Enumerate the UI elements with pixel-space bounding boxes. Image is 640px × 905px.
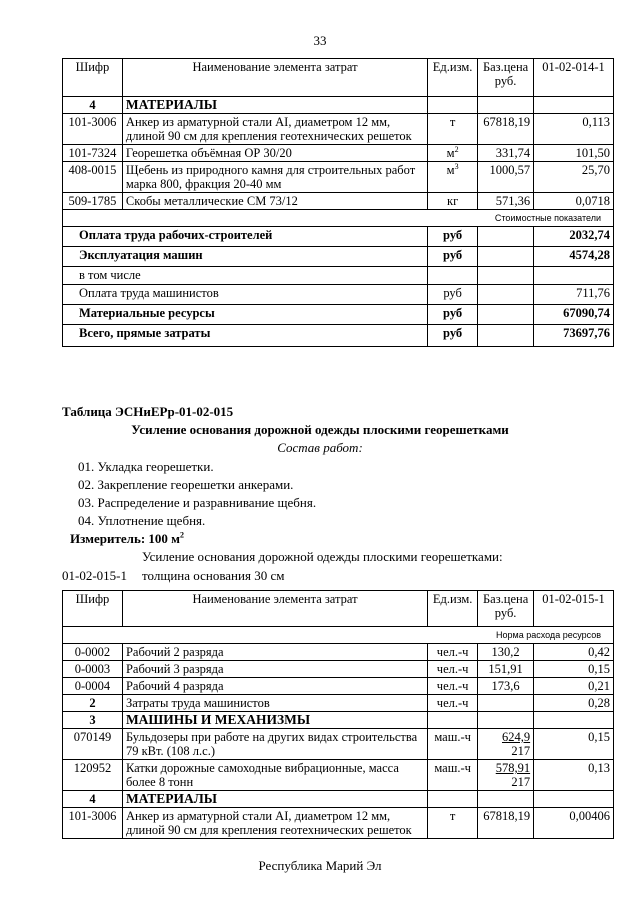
meter-label: Измеритель: 100 $м^2$ [70,530,185,546]
table-row: 509-1785 Скобы металлические СМ 73/12 кг 571,36 0,0718 [63,193,614,210]
col-price-header: Баз.цена руб. [478,59,534,97]
table-row: 0-0004 Рабочий 4 разряда чел.-ч 173,6 0,21 [63,678,614,695]
table-row: 120952 Катки дорожные самоходные вибрационные, масса более 8 тонн маш.-ч 578,91 217 0,13 [63,760,614,791]
summary-labor-row: Оплата труда рабочих-строителей руб 2032,74 [63,227,614,247]
works-heading: Состав работ: [277,440,363,455]
section-row: 4 МАТЕРИАЛЫ [63,97,614,114]
table-row: 101-3006 Анкер из арматурной стали AI, диаметром 12 мм, длиной 90 см для крепления геотехнических решеток т 67818,19 0,113 [63,114,614,145]
section-row: 3 МАШИНЫ И МЕХАНИЗМЫ [63,712,614,729]
resource-table-1 [62,58,614,347]
table-title: Усиление основания дорожной одежды плоскими георешетками [131,422,509,437]
resource-table-2 [62,590,614,839]
table-row: 101-7324 Георешетка объёмная ОР 30/20 $м^2$ 331,74 101,50 [63,145,614,162]
table-row: 101-3006 Анкер из арматурной стали AI, диаметром 12 мм, длиной 90 см для крепления геотехнических решеток т 67818,19 0,00406 [63,808,614,839]
table-row: 0-0002 Рабочий 2 разряда чел.-ч 130,2 0,42 [63,644,614,661]
table-row: 408-0015 Щебень из природного камня для строительных работ марка 800, фракция 20-40 мм $м^3$ 1000,57 25,70 [63,162,614,193]
section-row: 2 Затраты труда машинистов чел.-ч 0,28 [63,695,614,712]
table-row: 070149 Бульдозеры при работе на других видах строительства 79 кВт. (108 л.с.) маш.-ч 624,9 217 0,15 [63,729,614,760]
section-row: 4 МАТЕРИАЛЫ [63,791,614,808]
item-thickness: толщина основания 30 см [142,568,285,583]
summary-including-row: в том числе [63,267,614,285]
summary-machines-row: Эксплуатация машин руб 4574,28 [63,247,614,267]
col-unit-header: Ед.изм. [428,59,478,97]
table-header [63,59,614,97]
summary-total-row: Всего, прямые затраты руб 73697,76 [63,325,614,347]
table-row: 0-0003 Рабочий 3 разряда чел.-ч 151,91 0,15 [63,661,614,678]
page-number: 33 [313,33,327,48]
item-description: Усиление основания дорожной одежды плоскими георешетками: [142,549,503,564]
work-item: 03. Распределение и разравнивание щебня. [78,495,317,510]
work-item: 01. Укладка георешетки. [78,459,214,474]
work-item: 04. Уплотнение щебня. [78,513,206,528]
page-footer: Республика Марий Эл [258,858,382,873]
table-id: Таблица ЭСНиЕРр-01-02-015 [62,404,234,419]
summary-materials-row: Материальные ресурсы руб 67090,74 [63,305,614,325]
norm-label-row: Норма расхода ресурсов [63,627,614,644]
col-norm-header: 01-02-014-1 [534,59,614,97]
col-code-header: Шифр [63,59,123,97]
work-item: 02. Закрепление георешетки анкерами. [78,477,294,492]
item-code: 01-02-015-1 [62,568,127,583]
table-header: Шифр Наименование элемента затрат Ед.изм. Баз.цена руб. 01-02-015-1 [63,591,614,627]
summary-machinists-row: Оплата труда машинистов руб 711,76 [63,285,614,305]
col-name-header: Наименование элемента затрат [122,59,427,97]
indicators-row: Стоимостные показатели [63,210,614,227]
